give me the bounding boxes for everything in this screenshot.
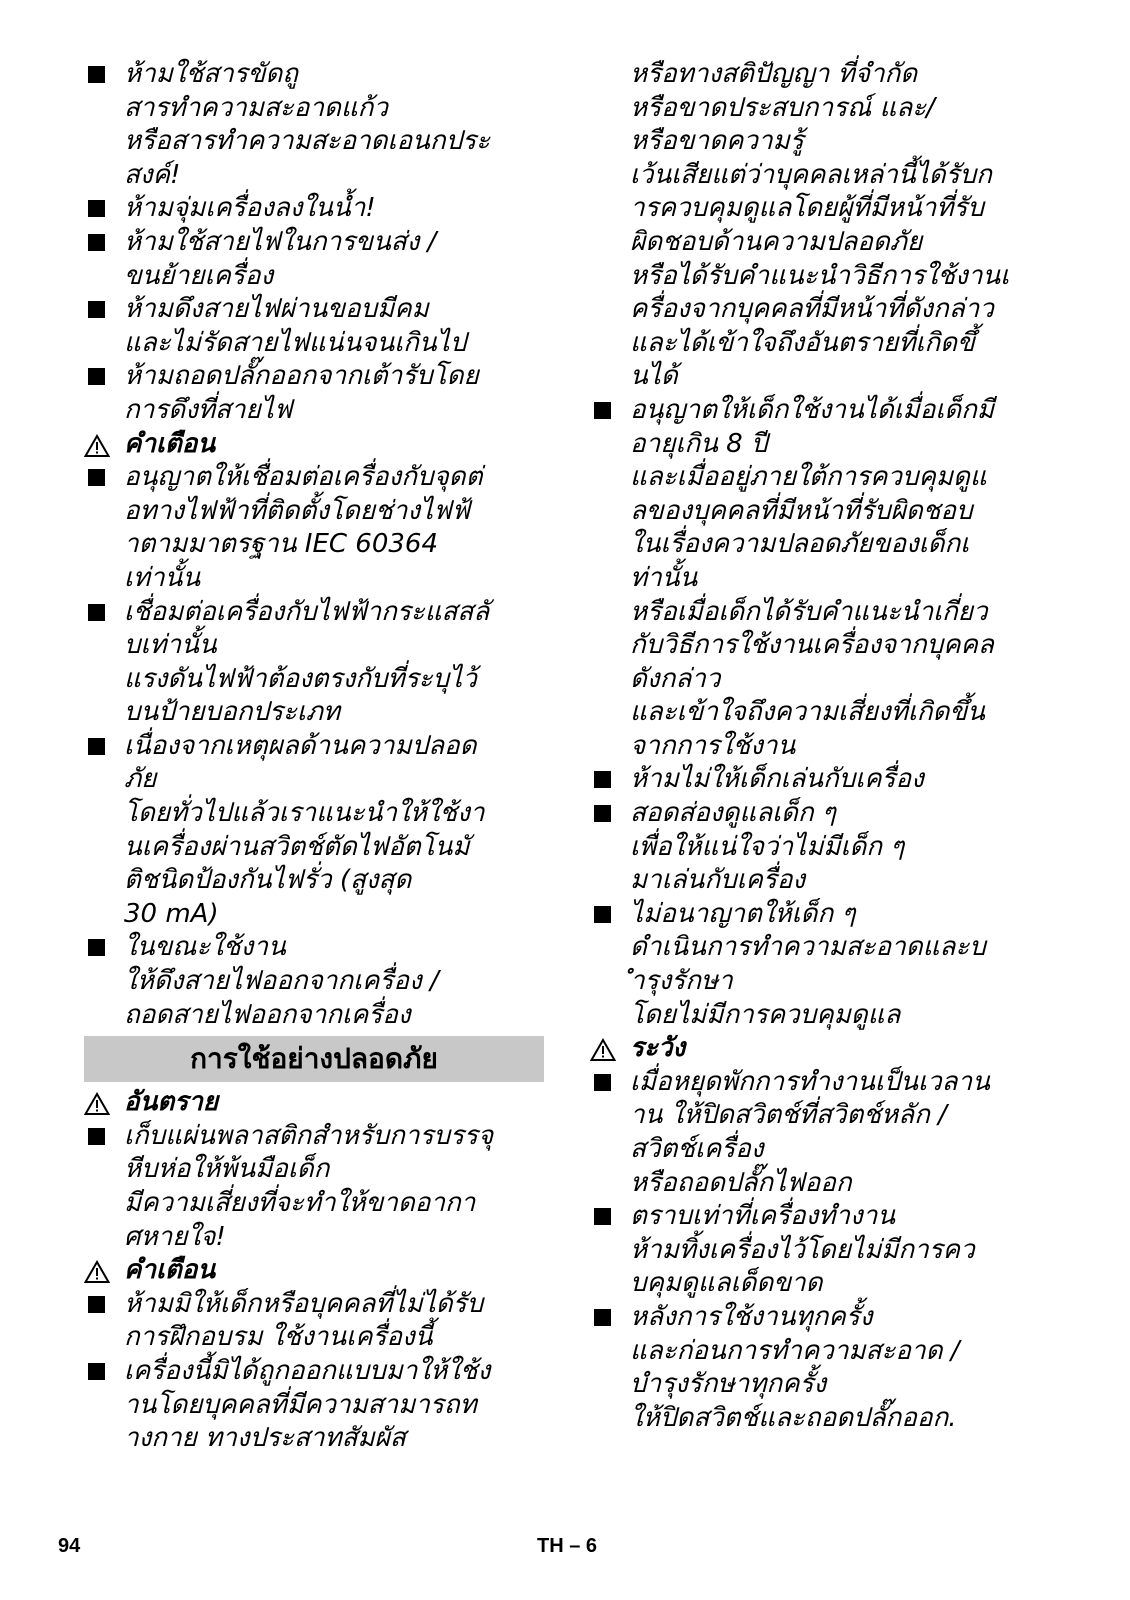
bullet-text-line: อายุเกิน 8 ปี	[630, 428, 768, 459]
bullet-item	[84, 1120, 544, 1254]
text-line: ครื่องจากบุคคลที่มีหน้าที่ดังกล่าว	[630, 294, 994, 325]
bullet-list	[84, 1120, 544, 1254]
square-bullet-icon	[88, 1128, 105, 1145]
text-line: และได้เข้าใจถึงอันตรายที่เกิดขึ้	[630, 327, 975, 358]
bullet-list	[84, 461, 544, 1032]
bullet-item	[590, 797, 1050, 898]
warning-heading	[84, 1254, 544, 1288]
bullet-item	[84, 58, 544, 192]
bullet-item	[84, 931, 544, 1032]
bullet-text-line: ำรุงรักษา	[630, 966, 733, 997]
warning-triangle-icon	[84, 1260, 110, 1284]
text-line: หรือขาดความรู้	[630, 126, 804, 157]
right-column	[590, 58, 1050, 1435]
bullet-text-line: หลังการใช้งานทุกครั้ง	[630, 1301, 873, 1332]
bullet-text-line: มีความเสี่ยงที่จะทำให้ขาดอากา	[124, 1188, 476, 1218]
bullet-item	[590, 1066, 1050, 1200]
square-bullet-icon	[88, 66, 105, 83]
bullet-text-line: ห้ามถอดปลั๊กออกจากเต้ารับโดย	[124, 361, 479, 392]
bullet-list	[590, 1066, 1050, 1436]
bullet-text-line: นเครื่องผ่านสวิตช์ตัดไฟอัตโนมั	[124, 831, 470, 862]
square-bullet-icon	[88, 738, 105, 755]
text-line: นได้	[630, 361, 678, 392]
bullet-text-line: หรือสารทำความสะอาดเอนกประ	[124, 126, 491, 157]
bullet-text-line: การดึงที่สายไฟ	[124, 394, 293, 425]
bullet-text-line: บำรุงรักษาทุกครั้ง	[630, 1369, 827, 1400]
bullet-text-line: การฝึกอบรม ใช้งานเครื่องนี้	[124, 1322, 433, 1353]
continued-text	[590, 58, 1050, 394]
bullet-text-line: ห้ามทิ้งเครื่องไว้โดยไม่มีการคว	[630, 1234, 975, 1265]
bullet-text-line: โดยทั่วไปแล้วเราแนะนำให้ใช้งา	[124, 798, 485, 829]
bullet-text-line: หีบห่อให้พ้นมือเด็ก	[124, 1154, 330, 1185]
page-number: 94	[58, 1535, 81, 1557]
bullet-text-line: สวิตช์เครื่อง	[630, 1134, 764, 1164]
bullet-text-line: สงค์!	[124, 159, 181, 190]
bullet-text-line: แรงดันไฟฟ้าต้องตรงกับที่ระบุไว้	[124, 663, 477, 694]
square-bullet-icon	[88, 368, 105, 385]
bullet-text-line: อนุญาตให้เชื่อมต่อเครื่องกับจุดต่	[124, 462, 483, 493]
square-bullet-icon	[88, 604, 105, 621]
bullet-item	[590, 394, 1050, 764]
bullet-item	[84, 293, 544, 360]
bullet-text-line: ท่านั้น	[630, 562, 698, 593]
bullet-text-line: เชื่อมต่อเครื่องกับไฟฟ้ากระแสสลั	[124, 596, 490, 627]
bullet-item	[84, 1355, 544, 1456]
bullet-text-line: ดำเนินการทำความสะอาดและบ	[630, 932, 986, 963]
bullet-text-line: ห้ามใช้สารขัดถู	[124, 59, 299, 89]
bullet-text-line: 30 mA)	[124, 898, 219, 929]
bullet-item	[84, 730, 544, 932]
bullet-item	[84, 596, 544, 730]
left-column	[84, 58, 544, 1456]
bullet-text-line: ห้ามมิให้เด็กหรือบุคคลที่ไม่ได้รับ	[124, 1288, 484, 1319]
text-line: ผิดชอบด้านความปลอดภัย	[630, 226, 923, 257]
warning-label: คำเตือน	[124, 428, 216, 459]
bullet-text-line: ให้ดึงสายไฟออกจากเครื่อง /	[124, 966, 439, 997]
bullet-item	[84, 192, 544, 226]
warning-triangle-icon	[590, 1038, 616, 1062]
warning-label: คำเตือน	[124, 1255, 216, 1286]
square-bullet-icon	[88, 1363, 105, 1380]
bullet-text-line: ภัย	[124, 764, 157, 795]
square-bullet-icon	[594, 1309, 611, 1326]
bullet-text-line: ห้ามไม่ให้เด็กเล่นกับเครื่อง	[630, 764, 924, 795]
square-bullet-icon	[88, 301, 105, 318]
bullet-text-line: บคุมดูแลเด็ดขาด	[630, 1268, 823, 1299]
bullet-item	[590, 1301, 1050, 1435]
warning-heading	[84, 428, 544, 462]
bullet-text-line: เนื่องจากเหตุผลด้านความปลอด	[124, 730, 477, 761]
square-bullet-icon	[594, 1208, 611, 1225]
bullet-text-line: กับวิธีการใช้งานเครื่องจากบุคคล	[630, 630, 994, 661]
bullet-text-line: และก่อนการทำความสะอาด /	[630, 1335, 960, 1366]
caution-heading	[590, 1032, 1050, 1066]
square-bullet-icon	[594, 1074, 611, 1091]
section-title: การใช้อย่างปลอดภัย	[84, 1036, 544, 1082]
bullet-text-line: ให้ปิดสวิตช์และถอดปลั๊กออก.	[630, 1402, 957, 1433]
bullet-list	[84, 58, 544, 428]
bullet-text-line: ห้ามจุ่มเครื่องลงในน้ำ!	[124, 193, 376, 224]
bullet-item	[84, 360, 544, 427]
bullet-text-line: ติชนิดป้องกันไฟรั่ว (สูงสุด	[124, 865, 412, 896]
warning-triangle-icon	[84, 434, 110, 458]
text-line: หรือขาดประสบการณ์ และ/	[630, 92, 935, 123]
danger-heading	[84, 1086, 544, 1120]
bullet-item	[590, 763, 1050, 797]
bullet-text-line: และเข้าใจถึงความเสี่ยงที่เกิดขึ้น	[630, 697, 985, 728]
bullet-text-line: มาเล่นกับเครื่อง	[630, 865, 806, 896]
square-bullet-icon	[594, 771, 611, 788]
danger-label: อันตราย	[124, 1087, 219, 1118]
bullet-item	[84, 1288, 544, 1355]
text-line: หรือทางสติปัญญา ที่จำกัด	[630, 59, 918, 89]
bullet-text-line: จากการใช้งาน	[630, 730, 796, 761]
bullet-text-line: อทางไฟฟ้าที่ติดตั้งโดยช่างไฟฟ้	[124, 495, 470, 526]
square-bullet-icon	[88, 200, 105, 217]
text-line: เว้นเสียแต่ว่าบุคคลเหล่านี้ได้รับก	[630, 159, 992, 190]
bullet-item	[590, 1200, 1050, 1301]
bullet-text-line: หรือเมื่อเด็กได้รับคำแนะนำเกี่ยว	[630, 596, 988, 627]
bullet-text-line: และไม่รัดสายไฟแน่นจนเกินไป	[124, 327, 467, 358]
bullet-text-line: ไม่อนาญาตให้เด็ก ๆ	[630, 898, 856, 929]
bullet-text-line: ห้ามดึงสายไฟผ่านขอบมีคม	[124, 294, 429, 325]
bullet-text-line: ตราบเท่าที่เครื่องทำงาน	[630, 1201, 896, 1232]
section-reference: TH – 6	[537, 1535, 598, 1557]
square-bullet-icon	[88, 1296, 105, 1313]
bullet-text-line: านโดยบุคคลที่มีความสามารถท	[124, 1389, 477, 1420]
caution-label: ระวัง	[630, 1033, 686, 1064]
text-line: ารควบคุมดูแลโดยผู้ที่มีหน้าที่รับ	[630, 193, 984, 224]
bullet-text-line: เก็บแผ่นพลาสติกสำหรับการบรรจุ	[124, 1120, 494, 1151]
bullet-text-line: ลของบุคคลที่มีหน้าที่รับผิดชอบ	[630, 495, 973, 526]
bullet-text-line: เพื่อให้แน่ใจว่าไม่มีเด็ก ๆ	[630, 831, 905, 862]
text-line: หรือได้รับคำแนะนำวิธีการใช้งานเ	[630, 260, 1010, 291]
bullet-text-line: บนป้ายบอกประเภท	[124, 697, 341, 728]
bullet-text-line: าตามมาตรฐาน IEC 60364	[124, 529, 439, 560]
bullet-text-line: เครื่องนี้มิได้ถูกออกแบบมาให้ใช้ง	[124, 1355, 491, 1386]
bullet-text-line: ในขณะใช้งาน	[124, 932, 286, 963]
bullet-text-line: ห้ามใช้สายไฟในการขนส่ง /	[124, 226, 437, 257]
bullet-text-line: อนุญาตให้เด็กใช้งานได้เมื่อเด็กมี	[630, 394, 995, 425]
bullet-text-line: เท่านั้น	[124, 562, 201, 593]
bullet-text-line: เมื่อหยุดพักการทำงานเป็นเวลาน	[630, 1066, 990, 1097]
bullet-item	[84, 461, 544, 595]
square-bullet-icon	[594, 402, 611, 419]
bullet-text-line: หรือถอดปลั๊กไฟออก	[630, 1167, 852, 1198]
square-bullet-icon	[88, 234, 105, 251]
bullet-text-line: ศหายใจ!	[124, 1221, 226, 1252]
warning-triangle-icon	[84, 1092, 110, 1116]
bullet-text-line: และเมื่ออยู่ภายใต้การควบคุมดูแ	[630, 462, 987, 493]
bullet-text-line: สารทำความสะอาดแก้ว	[124, 92, 388, 123]
bullet-text-line: าน ให้ปิดสวิตช์ที่สวิตช์หลัก /	[630, 1100, 947, 1131]
bullet-text-line: บเท่านั้น	[124, 630, 217, 661]
bullet-text-line: โดยไม่มีการควบคุมดูแล	[630, 999, 901, 1030]
bullet-item	[590, 898, 1050, 1032]
bullet-text-line: ถอดสายไฟออกจากเครื่อง	[124, 999, 411, 1030]
bullet-text-line: างกาย ทางประสาทสัมผัส	[124, 1423, 406, 1454]
bullet-item	[84, 226, 544, 293]
bullet-text-line: สอดส่องดูแลเด็ก ๆ	[630, 798, 836, 829]
bullet-text-line: ในเรื่องความปลอดภัยของเด็กเ	[630, 529, 970, 560]
square-bullet-icon	[594, 805, 611, 822]
square-bullet-icon	[594, 906, 611, 923]
square-bullet-icon	[88, 939, 105, 956]
square-bullet-icon	[88, 469, 105, 486]
bullet-text-line: ขนย้ายเครื่อง	[124, 260, 274, 291]
bullet-text-line: ดังกล่าว	[630, 663, 721, 694]
bullet-list	[84, 1288, 544, 1456]
bullet-list	[590, 394, 1050, 1032]
